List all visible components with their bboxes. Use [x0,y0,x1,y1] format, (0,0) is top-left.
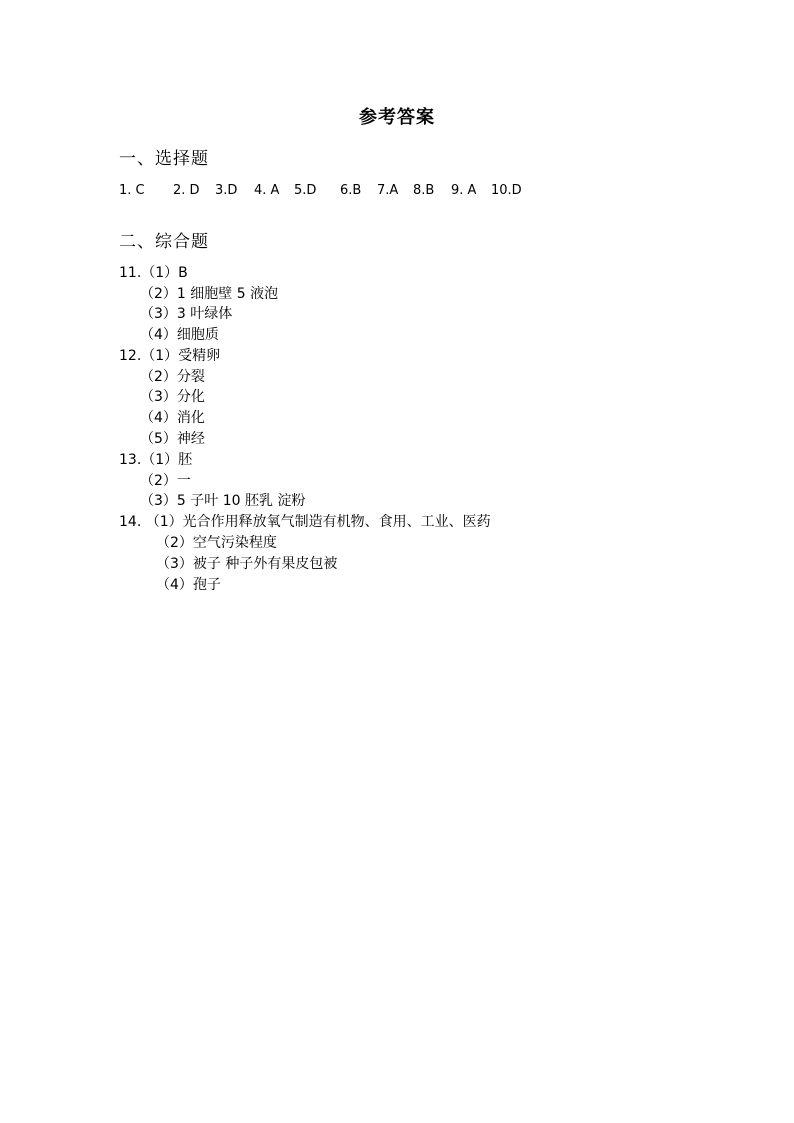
answer-line: （4）孢子 [156,577,221,593]
answer-line: 12.（1）受精卵 [119,348,221,364]
answer-item: 10.D [491,183,522,198]
answer-item: 5.D [294,183,317,198]
answer-item: 7.A [377,183,399,198]
answer-line: （2）一 [140,473,191,489]
answer-line: （4）细胞质 [140,327,219,343]
answer-line: 11.（1）B [119,265,188,281]
answer-item: 3.D [215,183,238,198]
answer-item: 4. A [254,183,280,198]
answer-line: （3）被子 种子外有果皮包被 [156,556,338,572]
answer-line: （4）消化 [140,410,205,426]
answer-item: 2. D [173,183,200,198]
answer-line: （3）5 子叶 10 胚乳 淀粉 [140,493,306,509]
answer-line: 14. （1）光合作用释放氧气制造有机物、食用、工业、医药 [119,514,491,530]
answer-item: 1. C [119,183,145,198]
answer-line: （3）3 叶绿体 [140,306,233,322]
answer-item: 9. A [451,183,477,198]
page-title: 参考答案 [359,107,435,128]
answer-item: 8.B [413,183,435,198]
section-heading-comprehensive: 二、综合题 [119,232,209,252]
answer-line: （5）神经 [140,431,205,447]
answer-line: （2）分裂 [140,369,205,385]
answer-line: （2）空气污染程度 [156,535,277,551]
answer-line: 13.（1）胚 [119,452,193,468]
answer-item: 6.B [340,183,362,198]
answer-line: （3）分化 [140,389,205,405]
section-heading-multiple-choice: 一、选择题 [119,149,209,169]
answer-line: （2）1 细胞壁 5 液泡 [140,286,279,302]
